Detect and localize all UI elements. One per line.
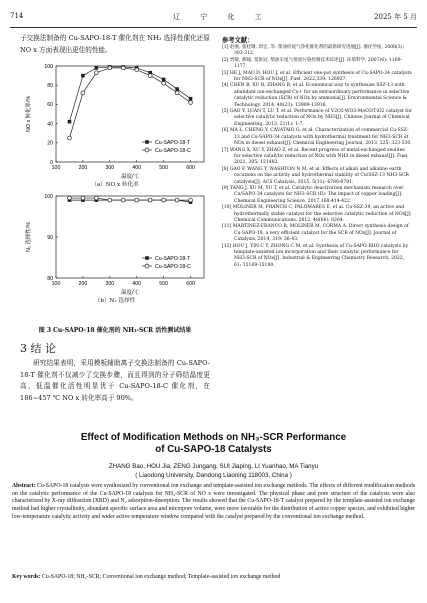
chart-nox-conversion: [22, 60, 212, 180]
data-point-circle: [108, 198, 112, 202]
x-tick-label: 100: [51, 165, 61, 171]
page-number: 714: [10, 12, 24, 20]
x-tick-label: 300: [105, 165, 115, 171]
series-line: [69, 67, 190, 122]
data-point-circle: [108, 66, 112, 70]
y-tick-label: 80: [47, 275, 53, 282]
legend-marker: [145, 140, 149, 144]
data-point-circle: [148, 198, 152, 202]
reference-list: [222, 45, 412, 269]
x-tick-label: 600: [186, 281, 195, 287]
x-tick-label: 500: [159, 165, 168, 171]
data-point-circle: [175, 198, 179, 202]
data-point-circle: [189, 101, 193, 105]
english-authors: ZHANG Bao, HOU Jia, ZENG Jungang, SUI Jiaping, LI Yuanhao, MA Tianyu: [108, 463, 319, 470]
data-point-circle: [135, 198, 139, 202]
page-header: [10, 12, 417, 24]
data-point-circle: [135, 68, 139, 72]
data-point-circle: [81, 196, 85, 200]
y-axis-label: NO x 转化率/%: [26, 95, 32, 133]
x-tick-label: 500: [159, 281, 168, 287]
reference-item: [4] CHEN B, XU R, ZHANG R, et al. Economical way to synthesize SSZ-13 with abundant ion-exchanged Cu+ for an extraordinary performance in selective catalytic reduction (SCR) of NOx by ammonia[J]. Environmental Science & Technology, 2014, 48(23): 13909-13916.: [222, 83, 410, 108]
data-point-circle: [81, 91, 85, 95]
reference-item: [9] TANG J, XU M, YU T, et al. Catalytic deactivation mechanism research over Cu/SAPO-34 catalysts for NH3-SCR (II): The impact of copper loading[J]. Chemical Engineering Science, 2017,168:414-422.: [222, 185, 404, 204]
data-point-square: [95, 66, 99, 70]
english-title-line1: Effect of Modification Methods on NH₃-SCR Performance: [80, 432, 347, 443]
data-point-circle: [148, 74, 152, 78]
legend-label: Cu-SAPO-18-C: [155, 263, 191, 270]
data-point-circle: [94, 196, 98, 200]
data-point-square: [68, 120, 72, 124]
data-point-square: [81, 74, 85, 78]
y-tick-label: 60: [47, 102, 53, 109]
y-axis-label: N₂ 选择性/%: [26, 222, 32, 252]
legend-label: Cu-SAPO-18-T: [155, 139, 191, 146]
data-point-circle: [162, 81, 166, 85]
section-title: 3 结 论: [20, 342, 56, 355]
abstract-text: Cu-SAPO-18 catalysts were synthesized by conventional ion exchange and template-assisted ion exchange methods. The effects of different modification methods on the catalytic performance of the Cu-SAPO-18 catalysts for NH₃-SCR of NO x were investigated. The physical phase and pore structure of the catalysts were also characterized by X-ray diffraction (XRD) and N₂ adsorption-desorption. The results showed that the Cu-SAPO-18-T catalyst prepared by the template-assisted ion exchange method had higher crystallinity, abundant specific surface area and micropore volume, were more favorable for the distribution of active copper species, and exhibited higher low-temperature catalytic activity and wider active temperature window compared with the catalyst prepared by the conventional ion exchange method.: [12, 483, 416, 520]
references-title: 参考文献：: [222, 37, 254, 44]
reference-item: [6] MA L, CHENG Y, CAVATAIO G, et al. Characterization of commercial Cu-SSZ-13 and Cu-SAPO-34 catalysts with hydrothermal treatment for NH3-SCR of NOx in diesel exhaust[J]. Chemical Engineering Journal, 2013, 225: 323-330.: [222, 128, 412, 147]
data-point-circle: [94, 71, 98, 75]
y-tick-label: 20: [47, 140, 53, 147]
data-point-square: [162, 78, 166, 82]
data-point-circle: [162, 198, 166, 202]
issue-date: 2025 年 5 月: [374, 13, 417, 21]
reference-item: [1] 赵丽, 张桂珊, 周宏, 等. 柴油机尾气净化催化剂的最新研究进展[J]. 催化学报, 2008(3): 303-312.: [222, 45, 405, 57]
reference-item: [10] MOLINER M, FRANCH C, PALOMARES E, et al. Cu-SSZ-39, an active and hydrothermally stable catalyst for the selective catalytic reduction of NOx[J]. Chemical Communications, 2012, 48(66): 8264.: [222, 205, 412, 223]
y-tick-label: 90: [47, 234, 53, 241]
keywords-label: Key words:: [12, 574, 41, 580]
data-point-square: [175, 87, 179, 91]
reference-item: [11] MARTINEZ-FRANCO R, MOLINER M, CORMA A. Direct synthesis design of Cu-SAPO-18, a very efficient catalyst for the SCR of NOx[J]. Journal of Catalysis, 2014, 319: 36-43.: [222, 224, 409, 243]
data-point-circle: [189, 198, 193, 202]
x-tick-label: 200: [78, 165, 88, 171]
x-tick-label: 100: [51, 281, 61, 287]
data-point-circle: [68, 136, 72, 140]
legend-label: Cu-SAPO-18-T: [155, 255, 191, 262]
x-axis-label: 温度/℃: [121, 290, 139, 296]
intro-paragraph: 子交换法制备的 Cu-SAPO-18-T 催化剂在 NH₃ 选择性催化还原 NO x 方面表现出更佳的性能。: [20, 34, 210, 54]
x-tick-label: 200: [78, 281, 88, 287]
series-line: [69, 68, 190, 138]
figure-b-label: （b）N₂ 选择性: [94, 298, 136, 304]
english-title: [12, 432, 415, 455]
legend-marker: [145, 148, 149, 152]
data-point-circle: [121, 198, 125, 202]
english-abstract: [12, 483, 415, 522]
conclusion-paragraph: 研究结果表明，采用模板辅助离子交换法制备的 Cu-SAPO-18-T 催化剂不仅减少了交换步骤，而且得到的分子筛结晶度更高，低温催化活性明显优于 Cu-SAPO-18-C 催化剂，在 186~457 ℃ NO x 转化率高于 90%。: [20, 359, 210, 402]
y-tick-label: 0: [50, 159, 53, 166]
reference-item: [2] 贾敬, 郝翰, 景新冠. 柴油车尾气排放污染控制技术综述[J]. 环境科学, 2007(6): 1169-1177.: [222, 57, 403, 70]
data-point-circle: [68, 196, 72, 200]
english-title-line2: of Cu-SAPO-18 Catalysts: [155, 443, 272, 455]
reference-item: [7] WANG X, XU Y, ZHAO Z, et al. Recent progress of metal-exchanged zeolites for selective catalytic reduction of NOx with NH3 in diesel exhaust[J]. Fuel, 2021, 305: 121482.: [222, 147, 409, 166]
keywords-text: Cu-SAPO-18; NH₃-SCR; Conventional ion exchange method; Template-assisted ion exchange method: [41, 574, 281, 580]
legend-label: Cu-SAPO-18-C: [155, 147, 191, 154]
y-tick-label: 100: [44, 63, 53, 70]
data-point-square: [189, 97, 193, 101]
chart-n2-selectivity: [22, 190, 212, 296]
reference-item: [5] GAO Y, LUAN T, LU T, et al. Performance of V2O5-WO3-MoO3/TiO2 catalyst for selective catalytic reduction of NOx by NH3[J]. Chinese Journal of Chemical Engineering, 2013, 21(1): 1-7.: [222, 109, 412, 127]
header-rule: [10, 27, 417, 28]
figure-caption: 图 3 Cu-SAPO-18 催化剂的 NH₃-SCR 活性测试结果: [38, 327, 192, 334]
y-tick-label: 80: [47, 83, 53, 89]
reference-item: [12] HOU J, YIN C Y, ZHONG C M, et al. Synthesis of Cu-SAPO-RHO catalysts by template-assisted ion incorporation and their catalytic performance for NH3-SCR of NOx[J]. Industrial & Engineering Chemistry Research, 2022, 61: 15169-15180.: [222, 243, 409, 268]
data-point-circle: [175, 91, 179, 95]
y-tick-label: 100: [44, 193, 53, 200]
y-tick-label: 40: [47, 121, 53, 128]
figure-a-label: （a）NO x 转化率: [91, 182, 139, 188]
legend-marker: [145, 256, 149, 260]
data-point-circle: [121, 66, 125, 70]
x-tick-label: 400: [132, 281, 142, 287]
english-affiliation: ( Liaodong University, Dandong Liaoning 118003, China ): [135, 472, 292, 479]
x-tick-label: 400: [132, 165, 142, 171]
x-tick-label: 300: [105, 281, 115, 287]
english-keywords: [12, 574, 415, 582]
abstract-label: Abstract:: [12, 483, 36, 489]
reference-item: [3] HE J, MAO D, HOU J, et al. Efficient one-pot synthesis of Cu-SAPO-34 catalysts for NH3-SCR of NOx[J]. Fuel, 2022,339: 126927.: [222, 70, 412, 83]
x-tick-label: 600: [186, 165, 195, 171]
reference-item: [8] GAO F, WANG Y, WASHTON N M, et al. Effects of alkali and alkaline earth cocations on the activity and hydrothermal stability of Cu/SSZ-13 NH3-SCR catalysts[J]. ACS Catalysis, 2015, 5(11): 6780-6791.: [222, 166, 409, 185]
journal-name: 辽 宁 化 工: [173, 13, 271, 21]
legend-marker: [145, 264, 149, 268]
x-axis-label: 温度/℃: [121, 174, 139, 180]
